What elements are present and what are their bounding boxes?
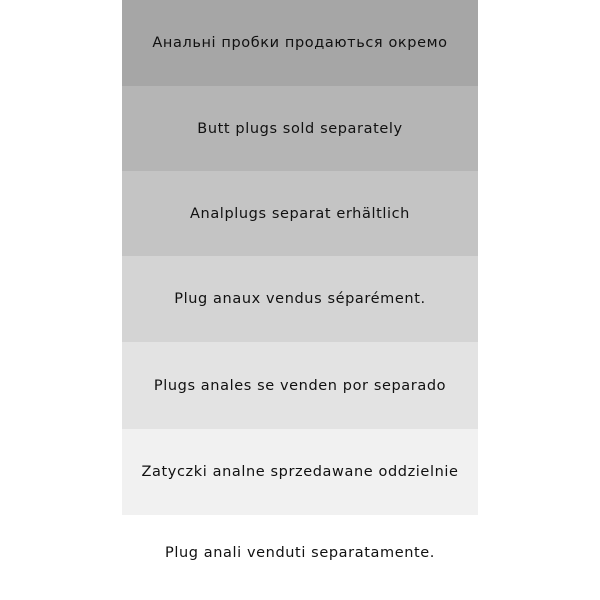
notice-band-polish [122,429,478,515]
notice-text-english: Butt plugs sold separately [197,120,403,137]
notice-text-polish: Zatyczki analne sprzedawane oddzielnie [141,464,459,480]
notice-text-german: Analplugs separat erhältlich [190,205,410,222]
notice-band-ukrainian [122,0,478,86]
notice-text-ukrainian: Анальні пробки продаються окремо [152,35,448,51]
notice-band-german [122,171,478,256]
notice-band-spanish [122,342,478,429]
notice-text-italian: Plug anali venduti separatamente. [164,544,436,561]
notice-text-french: Plug anaux vendus séparément. [174,291,426,307]
language-notice-panel [122,0,478,600]
notice-text-spanish: Plugs anales se venden por separado [153,377,447,394]
notice-band-italian [122,515,478,590]
notice-band-english [122,86,478,171]
notice-band-french [122,256,478,342]
